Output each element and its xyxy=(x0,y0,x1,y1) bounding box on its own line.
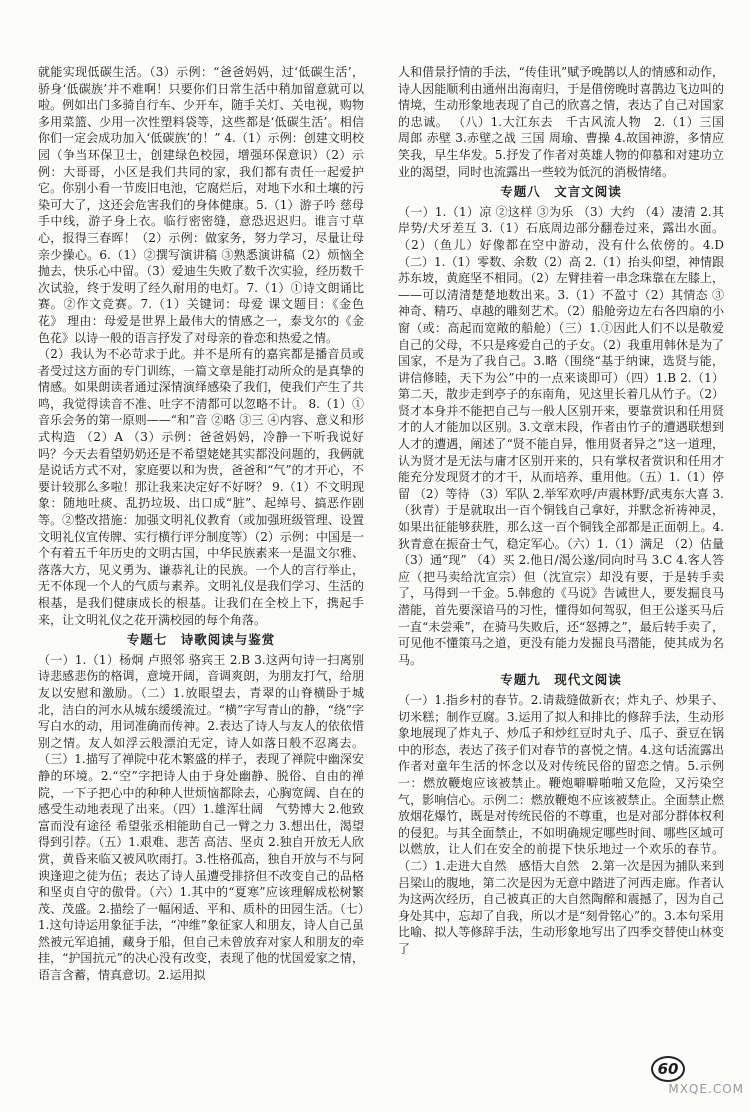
paragraph: （一）1.（1）杨炯 卢照邻 骆宾王 2.B 3.这两句诗一扫离别诗悲感悲伤的格调，意境开阔，音调爽朗，为朋友打气，给朋友以安慰和激励。（二）1.放眼望去，青翠的山脊横卧于城北，洁白的河水从城东缓缓流过。“横”字写青山的静，“绕”字写白水的动，用词准确而传神。2.表达了诗人与友人的依依惜别之情。友人如浮云般漂泊无定，诗人如落日般不忍离去。（三）1.描写了禅院中花木繁盛的样子，表现了禅院中幽深安静的环境。2.“空”字把诗人由于身处幽静、脱俗、自由的禅院，一下子把心中的种种人世烦恼都除去，心胸宽阔、自在的感受生动地表现了出来。（四）1.雄浑壮阔 气势博大 2.他致富而没有途径 希望张丞相能助自己一臂之力 3.想出仕，渴望得到引荐。（五）1.艰难、悲苦 高洁、坚贞 2.独自开放无人欣赏，黄昏来临又被风吹雨打。3.性格孤高，独自开放与不与阿谀逢迎之徒为伍；表达了诗人虽遭受排挤但不改变自己的品格和坚贞自守的傲骨。（六）1.其中的“夏寒”应该理解成松树繁茂、茂盛。2.描绘了一幅闲适、平和、质朴的田园生活。（七）1.这句诗运用象征手法，“冲维”象征家人和朋友，诗人自己虽然被元军追捕，藏身于船，但自己未曾放弃对家人和朋友的牵挂，“护国抗元”的决心没有改变，表现了他的忧国爱家之情，语言含蓄，情真意切。2.运用拟 xyxy=(38,652,364,983)
paragraph: 人和借景抒情的手法，“传佳讯”赋予晚鹊以人的情感和动作，诗人因能顺利由通州出海南归，于是借傍晚时喜鹊边飞边叫的情境，生动形象地表现了自己的欣喜之情，表达了自己对国家的忠诚。 （八）1.大江东去 千古风流人物 2.（1）三国 周郎 赤壁 3.赤壁之战 三国 周瑜、曹操 4.故国神游，多情应笑我，早生华发。5.抒发了作者对英雄人物的仰慕和对建功立业的渴望，同时也流露出一些较为低沉的消极情绪。 xyxy=(398,65,724,179)
paragraph: 就能实现低碳生活。（3）示例：“爸爸妈妈，过‘低碳生活’，骄身‘低碳族’并不难啊！只要你们日常生活中稍加留意就可以啦。例如出门多骑自行车、少开车，随手关灯、关电视，购物多用菜篮、少用一次性塑料袋等，这些都是‘低碳生活’。相信你们一定会成功加入‘低碳族’的！” 4.（1）示例：创建文明校园（争当环保卫士，创建绿色校园，增强环保意识）（2）示例：大哥哥，小区是我们共同的家，我们都有责任一起爱护它。你别小看一节废旧电池，它腐烂后，对地下水和土壤的污染可大了，这还会危害我们的身体健康。5.（1）游子吟 慈母手中线，游子身上衣。临行密密缝，意恐迟迟归。谁言寸草心，报得三春晖！（2）示例：做家务，努力学习，尽量让母亲少操心。6.（1）②撰写演讲稿 ③熟悉演讲稿（2）烦恼全抛去，快乐心中留。（3）爱迪生失败了数千次实验，经历数千次试验，终于发明了经久耐用的电灯。7.（1）①诗文朗诵比赛。②作文竞赛。7.（1）关键词：母爱 课文题目：《金色花》 理由：母爱是世界上最伟大的情感之一，泰戈尔的《金色花》以诗一般的语言抒发了对母亲的眷恋和热爱之情。 xyxy=(38,65,364,345)
page-number: 60 xyxy=(651,1056,685,1082)
paragraph: （一）1.指乡村的春节。2.请裁缝做新衣；炸丸子、炒果子、切米糕；制作豆腐。3.运用了拟人和排比的修辞手法，生动形象地展现了炸丸子、炒瓜子和炒红豆时丸子、瓜子、蚕豆在锅中的形态，表达了孩子们对春节的喜悦之情。4.这句话流露出作者对童年生活的怀念以及对传统民俗的留恋之情。5.示例一：燃放鞭炮应该被禁止。鞭炮噼噼啪啪又危险，又污染空气，影响信心。示例二：燃放鞭炮不应该被禁止。全面禁止燃放烟花爆竹，既是对传统民俗的不尊重，也是对部分群体权利的侵犯。与其全面禁止，不如明确规定哪些时间、哪些区域可以燃放，让人们在安全的前提下快乐地过一个欢乐的春节。（二）1.走进大自然 感悟大自然 2.第一次是因为捕队来到吕梁山的腹地，第二次是因为无意中踏进了河西走廊。作者认为这两次经历，自己被真正的大自然陶醉和震撼了，因为自己身处其中，忘却了自我，所以才是“刻骨铭心”的。3.本句采用比喻、拟人等修辞手法，生动形象地写出了四季交替使山林变了 xyxy=(398,692,724,956)
watermark: MXQE.COM xyxy=(668,1082,744,1096)
paragraph: （2）我认为不必苛求于此。并不是所有的嘉宾都是播音员或者受过这方面的专门训练，一篇文章是能打动所众的是真挚的情感。如果朗读者通过深情演绎感染了我们，使我们产生了共鸣，我觉得读音不准、吐字不清都可以忽略不计。 8.（1）①音乐会务的第一原则——“和”音 ②略 ③三 ④内容、意义和形式构造 （2）A （3）示例：爸爸妈妈，冷静一下听我说好吗？今天去看望奶奶还是不希望姥姥其实都没问题的，我俩就是说话方式不对，家庭要以和为贵，爸爸和“气”的才开心，不要计较那么多啦！那让我来决定好不好呀？ 9.（1）不文明现象：随地吐痰、乱扔垃圾、出口成“脏”、起绰号、搞恶作剧等。②整改措施：加强文明礼仪教育（或加强班级管理、设置文明礼仪宣传牌、实行横行评分制度等）（2）示例：中国是一个有着五千年历史的文明古国，中华民族素来一是温文尔雅、落落大方，见义勇为、谦恭礼让的民族。一个人的言行举止，无不体现一个人的气质与素养。文明礼仪是我们学习、生活的根基，是我们健康成长的根基。让我们在全校上下，携起手来，让文明礼仪之花开满校园的每个角落。 xyxy=(38,347,364,627)
right-column xyxy=(398,64,724,1074)
section-heading: 专题七 诗歌阅读与鉴赏 xyxy=(126,632,276,648)
left-column xyxy=(38,64,364,1074)
section-heading: 专题八 文言文阅读 xyxy=(500,184,622,200)
text-columns xyxy=(38,64,724,1074)
section-heading: 专题九 现代文阅读 xyxy=(500,672,622,688)
paragraph: （一）1.（1）凉 ②这样 ③为乐 （3）大约 （4）凄清 2.其岸势/犬牙差互 3.（1）石底周边部分翻卷过来，露出水面。（2）（鱼儿）好像都在空中游动，没有什么依傍的。4.D （二）1.（1）零数、余数（2）高 2.（1）抬头仰望，神情跟苏东坡，黄庭坚不相同。（2）左臂挂着一串念珠靠在左膝上，——可以清清楚楚地数出来。3.（1）不盈寸（2）其情态 ③神奇、精巧、卓越的雕刻艺术。（2）船舱旁边左右各四扇的小窗（或：高起而宽敞的船舱）（三）1.①因此人们不以是敬爱自己的父母，不只是疼爱自己的子女。（2）我重用韩休是为了国家，不是为了我自己。3.略（围绕“基于纳谏，选贤与能，讲信修睦，天下为公”中的一点来谈即可）（四）1.B 2.（1）第二天，散步走到亭子的东南角，见这里长着几从竹子。（2）贤才本身并不能把自己与一般人区别开来，要靠赏识和任用贤才的人才能加以区别。3.文章末段，作者由竹子的遭遇联想到人才的遭遇，阐述了“贤不能自异，惟用贤者异之”这一道理，认为贤才是无法与庸才区别开来的，只有掌权者赏识和任用才能充分发现贤才的才干，从而培养、重用他。（五）1.（1）停留 （2）等待 （3）军队 2.举军欢呼/声震林野/武夷东大喜 3.（狄青）于是就取出一百个铜钱自己拿好，并默念祈祷神灵，如果出征能够获胜，那么这一百个铜钱全部都是正面朝上。4.狄青意在振奋士气，稳定军心。（六）1.（1）满足 （2）估量 （3）通“现” （4）买 2.他日/渴公遂/同向时马 3.C 4.客人答应（把马卖给沈宣宗）但（沈宣宗）却没有要，于是转手卖了，马得到一千金。5.韩愈的《马说》告诫世人，要发掘良马潜能，首先要深谙马的习性，懂得如何驾驭，但王公遂买马后一直“未尝乘”，在骑马失败后，还“怒搏之”，最后转手卖了，可见他不懂策马之道，更没有能力发掘良马潜能，使其成为名马。 xyxy=(398,204,724,667)
